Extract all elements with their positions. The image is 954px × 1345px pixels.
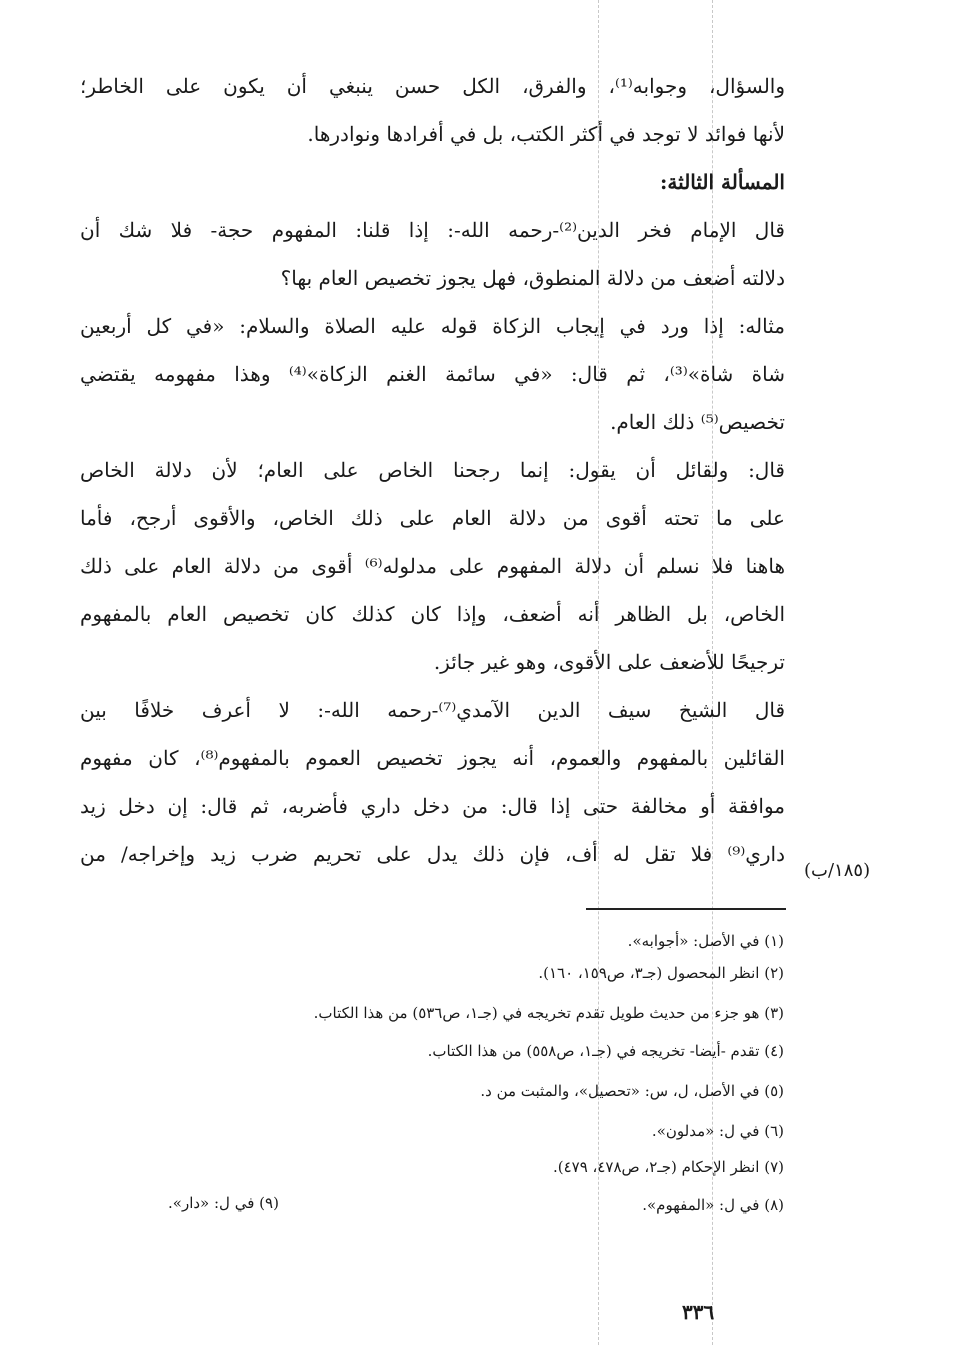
text-line: لأنها فوائد لا توجد في أكثر الكتب، بل في أفرادها ونوادرها. [307, 122, 785, 146]
footnote: (٤) تقدم -أيضا- تخريجه في (جـ١، ص٥٥٨) من هذا الكتاب. [427, 1042, 784, 1060]
footnote: (١) في الأصل: «أجوابه». [627, 932, 784, 950]
text-line: على ما تحته أقوى من دلالة العام على ذلك الخاص، والأقوى أرجح، فأما [80, 506, 785, 530]
text-line: مثاله: إذا ورد في إيجاب الزكاة قوله عليه الصلاة والسلام: «في كل أربعين [80, 314, 785, 338]
section-heading: المسألة الثالثة: [660, 170, 785, 194]
text-line: هاهنا فلا نسلم أن دلالة المفهوم على مدلوله⁽⁶⁾ أقوى من دلالة العام على ذلك [80, 554, 785, 578]
footnote-rule [586, 908, 786, 910]
text-line: داري⁽⁹⁾ فلا تقل له أف، فإن ذلك يدل على تحريم ضرب زيد وإخراجه/ من [80, 842, 785, 866]
footnote: (٧) انظر الإحكام (جـ٢، ص٤٧٨، ٤٧٩). [552, 1158, 784, 1176]
text-line: قال الشيخ سيف الدين الآمدي⁽⁷⁾-رحمه الله-: لا أعرف خلافًا بين [80, 698, 785, 722]
text-line: ترجيحًا للأضعف على الأقوى، وهو غير جائز. [433, 650, 785, 674]
text-line: دلالته أضعف من دلالة المنطوق، فهل يجوز تخصيص العام بها؟ [280, 266, 785, 290]
footnote: (٥) في الأصل، ل، س: «تحصيل»، والمثبت من د. [480, 1082, 784, 1100]
text-line: الخاص، بل الظاهر أنه أضعف، وإذا كان كذلك كان تخصيص العام بالمفهوم [80, 602, 785, 626]
footnote: (٣) هو جزء من حديث طويل تقدم تخريجه في (جـ١، ص٥٣٦) من هذا الكتاب. [313, 1004, 784, 1022]
text-line: قال: ولقائل أن يقول: إنما رجحنا الخاص على العام؛ لأن دلالة الخاص [80, 458, 785, 482]
footnote: (٦) في ل: «مدلون». [651, 1122, 784, 1140]
footnote: (٩) في ل: «دار». [168, 1194, 279, 1212]
footnote: (٨) في ل: «المفهوم». [642, 1196, 784, 1214]
footnote: (٢) انظر المحصول (جـ٣، ص١٥٩، ١٦٠). [538, 964, 784, 982]
text-line: شاة شاة»⁽³⁾، ثم قال: «في سائمة الغنم الزكاة»⁽⁴⁾ وهذا مفهومه يقتضي [80, 362, 785, 386]
text-line: تخصيص⁽⁵⁾ ذلك العام. [610, 410, 785, 434]
page-number: ٣٣٦ [682, 1300, 715, 1324]
text-line: موافقة أو مخالفة حتى إذا قال: من دخل داري فأضربه، ثم قال: إن دخل زيد [80, 794, 785, 818]
main-text [80, 62, 785, 878]
text-line: والسؤال، وجوابه⁽¹⁾، والفرق، الكل حسن ينبغي أن يكون على الخاطر؛ [80, 74, 785, 98]
margin-folio-note: (١٨٥/ب) [804, 860, 871, 881]
text-line: قال الإمام فخر الدين⁽²⁾-رحمه الله-: إذا قلنا: المفهوم حجة- فلا شك أن [80, 218, 785, 242]
text-line: القائلين بالمفهوم والعموم، أنه يجوز تخصيص العموم بالمفهوم⁽⁸⁾، كان مفهوم [80, 746, 785, 770]
